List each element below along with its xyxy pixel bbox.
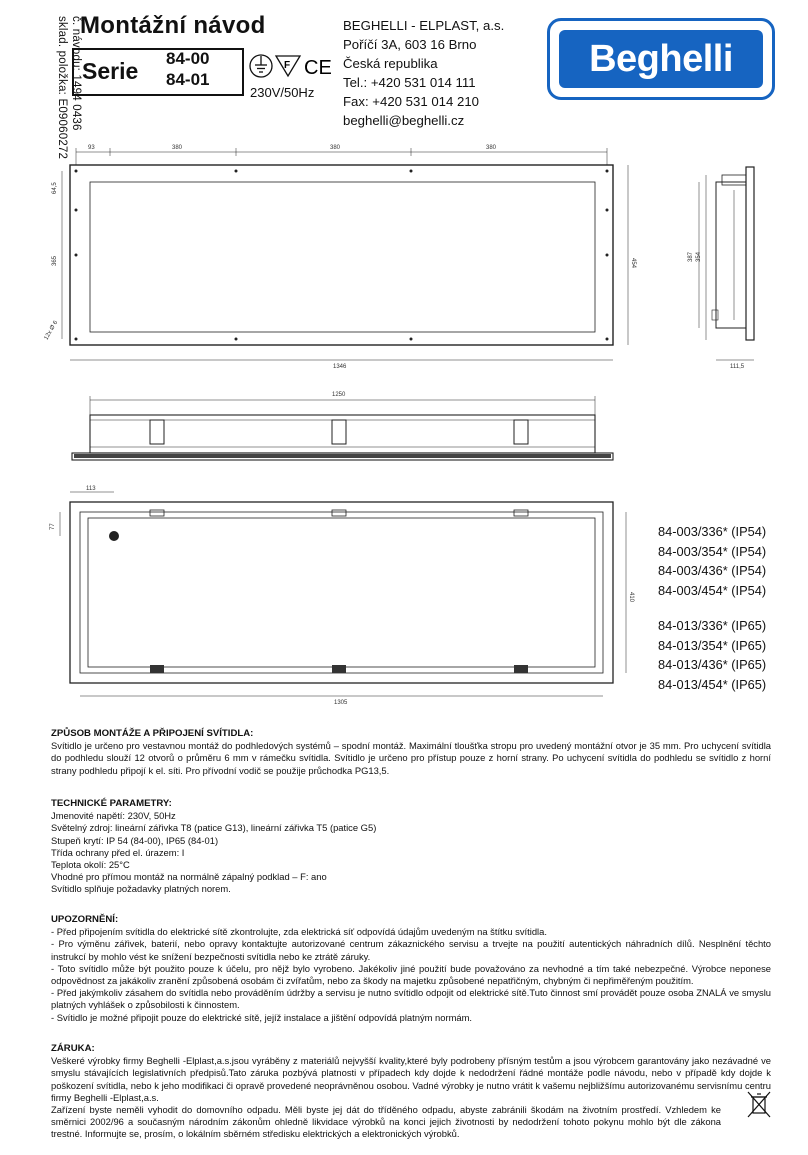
side-dim-387: 387 <box>688 251 694 262</box>
page-title: Montážní návod <box>80 12 266 39</box>
top-dim-380-a: 380 <box>172 145 183 151</box>
cutout-view-drawing <box>60 492 626 696</box>
model-item: 84-013/336* (IP65) <box>658 618 767 633</box>
manual-number: č. návodu: 1494 0436 <box>70 16 82 131</box>
company-email: beghelli@beghelli.cz <box>343 113 465 128</box>
front-dim-1250: 1250 <box>332 392 346 398</box>
warning-line: - Svítidlo je možné připojit pouze do elektrické sítě, jejíž instalace a jištění odpovídá platným normám. <box>51 1011 473 1023</box>
warning-line: - Toto svítidlo může být použito pouze k účelu, pro nějž bylo vyrobeno. Jakékoliv jiné použití bude považováno za nevhodné a tím také nebezpečné. Výrobce neponese odpovědnost za jakákoliv zranění způsobená osobám či zvířatům, nebo za škody na majetku způsobené nepatřičným, chybným či nepřiměřeným použitím. <box>51 962 771 987</box>
bottom-dim-1346: 1346 <box>333 364 347 370</box>
warning-line: - Před připojením svítidla do elektrické sítě zkontrolujte, zda elektrická síť odpovídá údajům uvedeným na štítku svítidla. <box>51 926 547 938</box>
company-name: BEGHELLI - ELPLAST, a.s. <box>343 18 505 33</box>
serie-label: Serie <box>82 58 139 84</box>
disposal-body: Zařízení byste neměli vyhodit do domovního odpadu. Měli byste jej dát do tříděného odpadu, abyste zabránili škodám na životním prostředí. Vzhledem ke směrnici 2002/96 a současným národním zákonům ohledně likvidace výrobků na konci jejich životnosti by nedodržení tohoto pokynu mohlo být dle zákona trestné. Informujte se, prosím, o lokálním sběrném středisku elektrických a elektronických výrobků. <box>51 1104 721 1140</box>
technical-line: Světelný zdroj: lineární zářivka T8 (patice G13), lineární zářivka T5 (patice G5) <box>51 822 377 834</box>
mounting-body: Svítidlo je určeno pro vestavnou montáž do podhledových systémů – spodní montáž. Maximální tloušťka stropu pro uvedený montážní otvor je 35 mm. Pro uchycení svítidla do podhledu slouží 12 otvorů o průměru 6 mm v rámečku svítidla. Svítidlo je určeno pro přístup pouze z horní strany. Po uchycení svítidla do podhledu se svítidlo z horní strany podhledu připojí k el. síti. Pro přívodní vodič se použije průchodka PG13,5. <box>51 740 771 776</box>
technical-line: Stupeň krytí: IP 54 (84-00), IP65 (84-01) <box>51 834 219 846</box>
warranty-section <box>51 1043 771 1141</box>
cutout-dim-77: 77 <box>50 523 56 530</box>
top-view-drawing <box>62 148 628 360</box>
side-dim-111-5: 111,5 <box>730 364 745 370</box>
certification-icons <box>248 50 338 82</box>
serie-code-1: 84-00 <box>166 49 210 68</box>
f-mark-icon <box>276 56 300 76</box>
cutout-dim-410: 410 <box>628 592 634 603</box>
right-dim-454: 454 <box>630 258 636 269</box>
beghelli-logo <box>547 18 775 100</box>
technical-section <box>51 798 771 896</box>
warning-line: - Před jakýmkoliv zásahem do svítidla nebo prováděním údržby a servisu je nutno svítidlo odpojit od elektrické sítě.Tuto činnost smí provádět pouze osoba ZNALÁ ve smyslu platných vyhlášek o způsobilosti k činnostem. <box>51 987 771 1011</box>
company-address <box>343 16 504 130</box>
svg-text:F: F <box>284 60 291 71</box>
model-item: 84-003/336* (IP54) <box>658 524 767 539</box>
company-tel: Tel.: +420 531 014 111 <box>343 75 476 90</box>
model-item: 84-003/354* (IP54) <box>658 543 767 559</box>
ce-mark-icon <box>304 57 332 79</box>
warning-section <box>51 914 771 1024</box>
top-dim-93: 93 <box>88 145 95 151</box>
earth-ground-icon <box>250 55 272 77</box>
warranty-heading: ZÁRUKA: <box>51 1043 95 1054</box>
crossed-bin-icon <box>746 1090 772 1120</box>
voltage-label: 230V/50Hz <box>250 85 315 100</box>
technical-line: Teplota okolí: 25°C <box>51 859 130 871</box>
serie-code-2: 84-01 <box>166 70 210 89</box>
technical-heading: TECHNICKÉ PARAMETRY: <box>51 798 172 809</box>
model-item: 84-003/436* (IP54) <box>658 563 767 578</box>
svg-text:CE: CE <box>304 57 332 79</box>
warning-heading: UPOZORNĚNÍ: <box>51 914 119 925</box>
mounting-heading: ZPŮSOB MONTÁŽE A PŘIPOJENÍ SVÍTIDLA: <box>51 728 254 739</box>
model-item: 84-013/454* (IP65) <box>658 676 767 692</box>
left-dim-64-5: 64,5 <box>52 182 58 194</box>
technical-line: Třída ochrany před el. úrazem: I <box>51 846 185 858</box>
warranty-body: Veškeré výrobky firmy Beghelli -Elplast,a.s.jsou vyráběny z materiálů nejvyšší kvality,které byly podrobeny přísným testům a jsou výrobcem garantovány jako nezávadné ve smyslu stávajících legislativních předpisů.Tato záruka pozbývá platnosti v případech kdy dojde k nedodržení řádné montáže podle návodu, nebo v případě kdy dojde k poškození svítidla, nebo k jeho modifikaci či opravě provedené neoprávněnou osobou. Vadné výrobky je nutno vrátit k vašemu nejbližšímu autorizovanému servisnímu centru firmy Beghelli -Elplast,a.s. <box>51 1055 771 1103</box>
company-country: Česká republika <box>343 56 438 71</box>
technical-line: Svítidlo splňuje požadavky platných norem. <box>51 883 231 895</box>
top-dim-380-b: 380 <box>330 145 341 151</box>
model-item: 84-003/454* (IP54) <box>658 582 767 598</box>
technical-line: Vhodné pro přímou montáž na normálně zápalný podklad – F: ano <box>51 871 327 883</box>
logo-text: Beghelli <box>559 30 763 88</box>
holes-note: 12x Ø 6 <box>43 319 60 342</box>
side-view-drawing <box>699 167 754 360</box>
model-list <box>658 522 766 694</box>
stock-item-number: sklad. položka: E09060272 <box>56 16 68 160</box>
left-dim-365: 365 <box>52 255 58 266</box>
mounting-section <box>51 728 771 777</box>
cutout-dim-1305: 1305 <box>334 700 348 705</box>
front-view-drawing <box>72 396 613 460</box>
company-street: Poříčí 3A, 603 16 Brno <box>343 37 477 52</box>
model-item: 84-013/436* (IP65) <box>658 657 767 672</box>
model-item: 84-013/354* (IP65) <box>658 637 767 653</box>
company-fax: Fax: +420 531 014 210 <box>343 94 480 109</box>
cutout-dim-113: 113 <box>86 486 96 492</box>
side-dim-354: 354 <box>696 251 702 262</box>
warning-line: - Pro výměnu zářivek, baterií, nebo opravy kontaktujte autorizované centrum zákaznického servisu a trvejte na použití autentických náhradních dílů. Nesplnění těchto instrukcí by mohlo vést ke snížení bezpečnosti svítidla nebo ke ztrátě záruky. <box>51 938 771 962</box>
top-dim-380-c: 380 <box>486 145 497 151</box>
technical-line: Jmenovité napětí: 230V, 50Hz <box>51 810 176 822</box>
